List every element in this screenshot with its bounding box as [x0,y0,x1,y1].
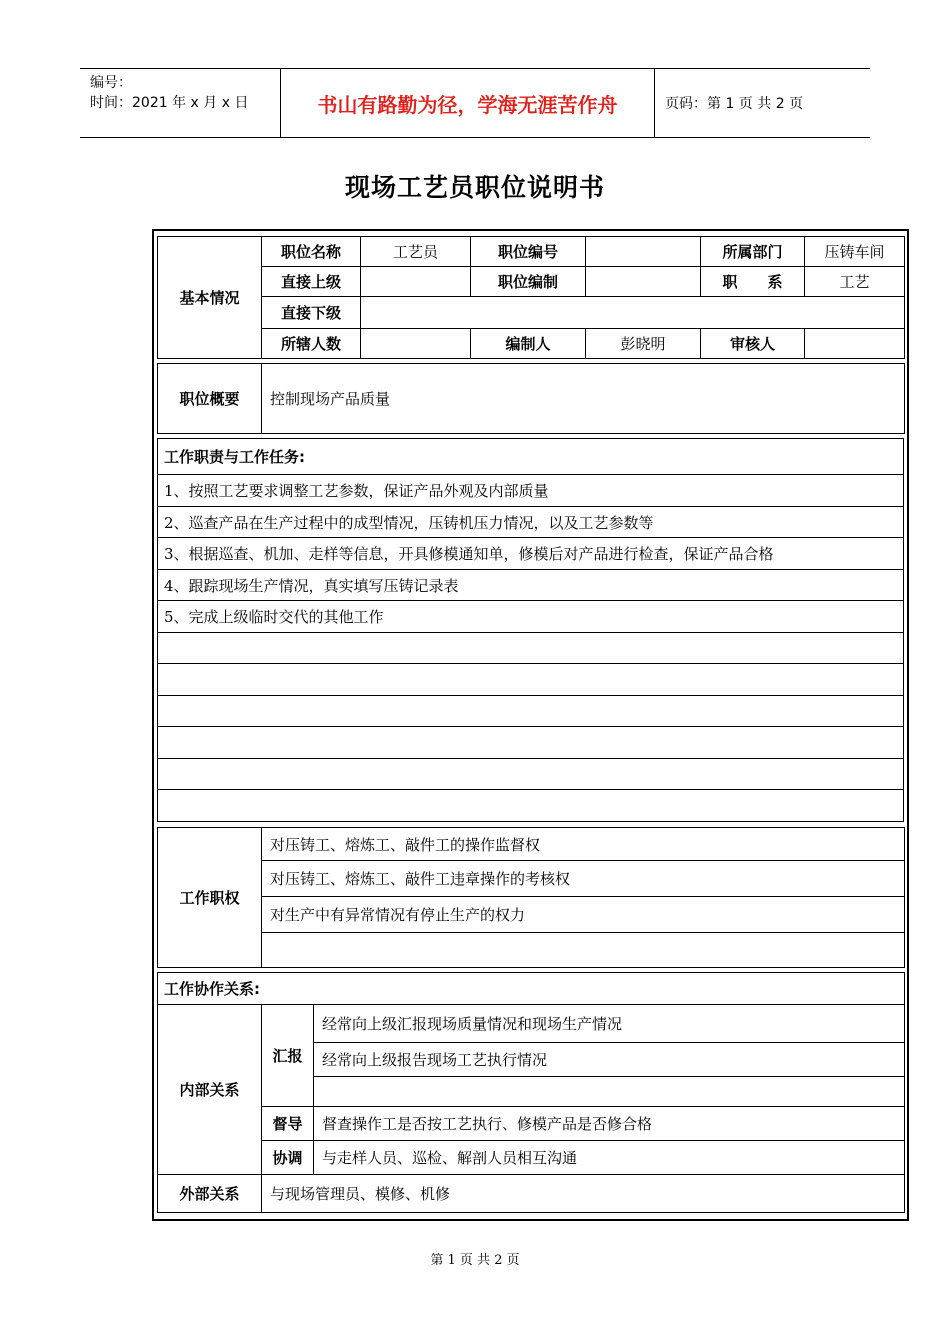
job-name-label: 职位名称 [262,237,361,267]
author-label: 编制人 [471,329,586,359]
relations-heading: 工作协作关系: [158,973,905,1005]
duty-item: 3、根据巡查、机加、走样等信息，开具修模通知单，修模后对产品进行检查，保证产品合格 [158,538,904,570]
report-item: 经常向上级报告现场工艺执行情况 [314,1043,905,1077]
page-header [80,68,870,138]
page-title: 现场工艺员职位说明书 [344,173,605,202]
page-footer: 第 1 页 共 2 页 [430,1253,520,1268]
external-relations-text: 与现场管理员、模修、机修 [262,1175,905,1213]
duty-item: 4、跟踪现场生产情况，真实填写压铸记录表 [158,570,904,601]
report-item [314,1077,905,1107]
duty-item: 1、按照工艺要求调整工艺参数，保证产品外观及内部质量 [158,475,904,507]
job-no-label: 职位编号 [471,237,586,267]
basic-info-table [157,236,905,359]
job-no-value [586,237,701,267]
supervise-label: 督导 [262,1107,314,1141]
summary-label: 职位概要 [158,364,262,434]
duty-item [158,696,904,727]
report-label: 汇报 [262,1005,314,1107]
count-label: 所辖人数 [262,329,361,359]
superior-value [361,267,471,297]
authority-item: 对压铸工、熔炼工、敲件工的操作监督权 [262,828,905,861]
duty-item [158,633,904,664]
author-value: 彭晓明 [586,329,701,359]
superior-label: 直接上级 [262,267,361,297]
report-item: 经常向上级汇报现场质量情况和现场生产情况 [314,1005,905,1043]
reviewer-label: 审核人 [701,329,805,359]
summary-table [157,363,905,434]
header-page-info: 页码：第 1 页 共 2 页 [665,96,804,112]
staffing-label: 职位编制 [471,267,586,297]
staffing-value [586,267,701,297]
duty-item [158,664,904,696]
duty-item: 5、完成上级临时交代的其他工作 [158,601,904,633]
series-value: 工艺 [805,267,905,297]
reviewer-value [805,329,905,359]
duty-item [158,727,904,759]
summary-text: 控制现场产品质量 [262,364,905,434]
external-relations-label: 外部关系 [158,1175,262,1213]
coordinate-label: 协调 [262,1141,314,1175]
subordinate-value [361,297,905,329]
document-time-label: 时间：2021 年 x 月 x 日 [90,95,249,111]
authority-table [157,827,905,968]
duty-item [158,790,904,822]
coordinate-text: 与走样人员、巡检、解剖人员相互沟通 [314,1141,905,1175]
job-name-value: 工艺员 [361,237,471,267]
duty-item [158,759,904,790]
header-motto: 书山有路勤为径，学海无涯苦作舟 [281,69,655,137]
relations-table [157,972,905,1213]
authority-item [262,933,905,968]
internal-relations-label: 内部关系 [158,1005,262,1175]
document-number-label: 编号： [90,75,132,91]
dept-label: 所属部门 [701,237,805,267]
count-value [361,329,471,359]
authority-item: 对压铸工、熔炼工、敲件工违章操作的考核权 [262,861,905,897]
duties-heading: 工作职责与工作任务: [158,439,904,475]
basic-section-label: 基本情况 [158,237,262,359]
authority-item: 对生产中有异常情况有停止生产的权力 [262,897,905,933]
duty-item: 2、巡查产品在生产过程中的成型情况，压铸机压力情况，以及工艺参数等 [158,507,904,538]
duties-table [157,438,904,822]
subordinate-label: 直接下级 [262,297,361,329]
dept-value: 压铸车间 [805,237,905,267]
header-meta [80,69,281,137]
supervise-text: 督查操作工是否按工艺执行、修模产品是否修合格 [314,1107,905,1141]
authority-label: 工作职权 [158,828,262,968]
series-label: 职 系 [701,267,805,297]
